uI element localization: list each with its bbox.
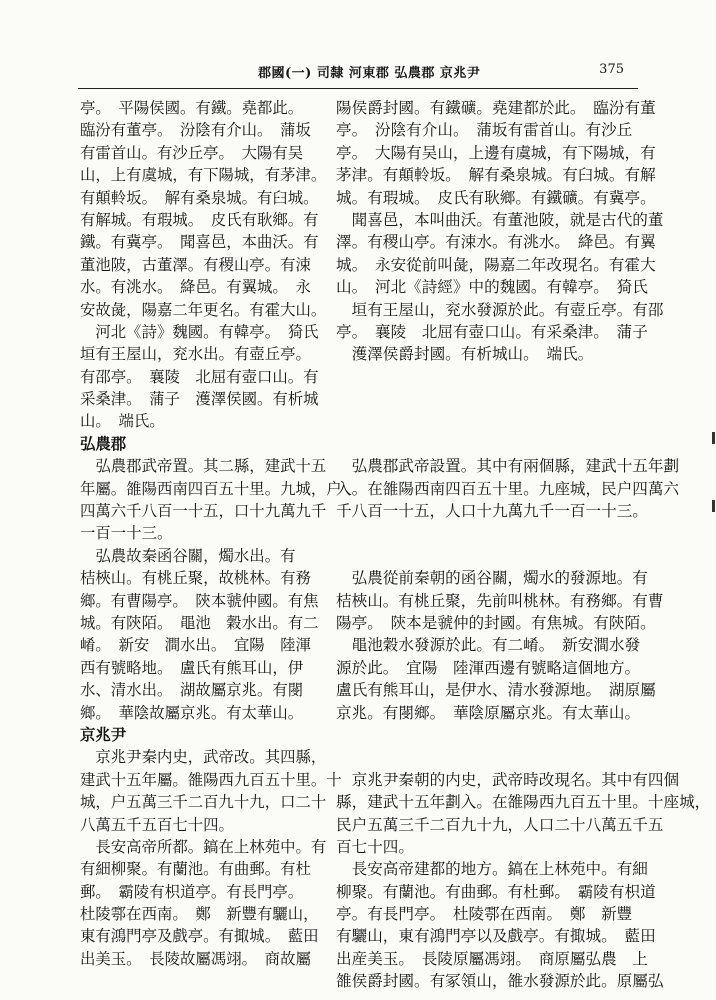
translation-text-line: 盧氏有熊耳山，是伊水、清水發源地。 湖原屬 bbox=[336, 681, 656, 700]
translation-text-line: 澤。有稷山亭。有涑水。有洮水。 絳邑。有翼 bbox=[336, 233, 656, 252]
translation-text-line: 亭。 汾陰有介山。 蒲坂有雷首山。有沙丘 bbox=[336, 121, 633, 140]
translation-text-line: 茅津。有顛軨坂。 解有桑泉城。有臼城。有解 bbox=[336, 166, 656, 185]
original-text-line: 四萬六千八百一十五，口十九萬九千 bbox=[80, 502, 327, 521]
translation-text-line: 聞喜邑，本叫曲沃。有董池陂，就是古代的董 bbox=[336, 210, 664, 229]
original-text-line: 有雷首山。有沙丘亭。 大陽有吴 bbox=[80, 143, 304, 162]
translation-text-line: 亭。有長門亭。 杜陵鄠在西南。 鄭 新豐 bbox=[336, 905, 633, 924]
original-text-line: 一百一十三。 bbox=[80, 524, 173, 543]
page-edge-mark bbox=[712, 500, 715, 512]
original-text-line: 山。 端氏。 bbox=[80, 412, 165, 431]
original-text-line: 西有號略地。 盧氏有熊耳山，伊 bbox=[80, 658, 304, 677]
original-text-line: 城，户五萬三千二百九十九，口二十 bbox=[80, 793, 327, 812]
original-text-line: 年屬。雒陽西南四百五十里。九城，户 bbox=[80, 479, 342, 498]
original-text-line: 山，上有虞城，有下陽城，有茅津。 bbox=[80, 166, 327, 185]
original-text-line: 垣有王屋山，兖水出。有壺丘亭。 bbox=[80, 345, 311, 364]
translation-text-line: 千八百一十五，人口十九萬九千一百一十三。 bbox=[336, 502, 648, 521]
original-text-line: 有顛軨坂。 解有桑泉城。有臼城。 bbox=[80, 188, 319, 207]
original-text-line: 水、清水出。 湖故屬京兆。有閿 bbox=[80, 681, 304, 700]
translation-text-line: 京兆尹秦朝的内史，武帝時改現名。其中有四個 bbox=[336, 770, 680, 789]
original-text-line: 有細柳聚。有蘭池。有曲郵。有杜 bbox=[80, 860, 311, 879]
translation-text-line: 山。 河北《詩經》中的魏國。有韓亭。 猗氏 bbox=[336, 278, 648, 297]
original-text-line: 八萬五千五百七十四。 bbox=[80, 815, 234, 834]
translation-text-line bbox=[336, 522, 640, 544]
original-text-line: 河北《詩》魏國。有韓亭。 猗氏 bbox=[80, 322, 319, 341]
translation-text-line: 桔梜山。有桃丘聚，先前叫桃林。有務鄉。有曹 bbox=[336, 591, 664, 610]
original-text-line: 杜陵鄠在西南。 鄭 新豐有驪山， bbox=[80, 905, 319, 924]
translation-text-line bbox=[336, 724, 640, 746]
translation-text-line: 有驪山，東有鴻門亭以及戲亭。有掫城。 藍田 bbox=[336, 927, 656, 946]
translation-text-line: 陽亭。 陝本是虢仲的封國。有焦城。有陝陌。 bbox=[336, 613, 656, 632]
translation-text-line: 民户五萬三千二百九十九，人口二十八萬五千五 bbox=[336, 815, 664, 834]
header-rule bbox=[78, 88, 638, 89]
translation-text-line: 源於此。 宜陽 陸渾西邊有號略這個地方。 bbox=[336, 658, 641, 677]
translation-text-line: 濩澤侯爵封國。有析城山。 端氏。 bbox=[336, 345, 594, 364]
translation-text-line bbox=[336, 388, 640, 410]
translation-text-line: 京兆。有閿鄉。 華陰原屬京兆。有太華山。 bbox=[336, 703, 641, 722]
translation-text-line bbox=[336, 410, 640, 432]
original-text-column bbox=[80, 97, 342, 970]
page-header bbox=[0, 62, 716, 82]
translation-text-line: 出産美玉。 長陵原屬馮翊。 商原屬弘農 上 bbox=[336, 949, 648, 968]
original-text-line: 有邵亭。 襄陵 北屈有壺口山。有 bbox=[80, 367, 319, 386]
original-text-line: 長安高帝所都。鎬在上林苑中。有 bbox=[80, 837, 327, 856]
translation-text-line: 弘農從前秦朝的函谷關，燭水的發源地。有 bbox=[336, 569, 648, 588]
translation-text-line: 雒侯爵封國。有冢領山，雒水發源於此。原屬弘 bbox=[336, 972, 664, 991]
running-title: 郡國(一) 司隸 河東郡 弘農郡 京兆尹 bbox=[258, 66, 481, 81]
translation-text-line: 長安高帝建都的地方。鎬在上林苑中。有細 bbox=[336, 860, 648, 879]
original-text-line: 安故彘，陽嘉二年更名。有霍大山。 bbox=[80, 300, 327, 319]
original-text-line: 出美玉。 長陵故屬馮翊。 商故屬 bbox=[80, 949, 311, 968]
page-edge-mark bbox=[712, 432, 715, 444]
original-text-line: 弘農郡 bbox=[80, 434, 127, 453]
translation-column bbox=[336, 97, 711, 993]
translation-text-line: 入。在雒陽西南四百五十里。九座城，民户四萬六 bbox=[336, 479, 680, 498]
original-text-line: 崤。 新安 澗水出。 宜陽 陸渾 bbox=[80, 636, 311, 655]
original-text-line: 鐵。有冀亭。 聞喜邑，本曲沃。有 bbox=[80, 233, 319, 252]
translation-text-line bbox=[336, 366, 640, 388]
translation-text-line bbox=[336, 545, 640, 567]
original-text-line: 鄉。 華陰故屬京兆。有太華山。 bbox=[80, 703, 304, 722]
original-text-line: 弘農郡武帝置。其二縣，建武十五 bbox=[80, 457, 327, 476]
original-text-line: 京兆尹 bbox=[80, 725, 127, 744]
translation-text-line: 亭。 大陽有吴山，上邊有虞城，有下陽城，有 bbox=[336, 143, 656, 162]
original-text-line: 城。有陝陌。 黽池 穀水出。有二 bbox=[80, 613, 319, 632]
translation-text-line: 弘農郡武帝設置。其中有兩個縣，建武十五年劃 bbox=[336, 457, 680, 476]
translation-text-line: 百七十四。 bbox=[336, 837, 414, 856]
original-text-line: 有解城。有瑕城。 皮氏有耿鄉。有 bbox=[80, 210, 319, 229]
translation-text-line: 垣有王屋山，兖水發源於此。有壺丘亭。有邵 bbox=[336, 300, 664, 319]
original-text-line: 鄉。有曹陽亭。 陝本虢仲國。有焦 bbox=[80, 591, 319, 610]
original-text-line: 郵。 霸陵有枳道亭。有長門亭。 bbox=[80, 882, 304, 901]
translation-text-line bbox=[336, 433, 640, 455]
original-text-line: 建武十五年屬。雒陽西九百五十里。十 bbox=[80, 770, 342, 789]
translation-text-line: 黽池穀水發源於此。有二崤。 新安澗水發 bbox=[336, 636, 641, 655]
original-text-line: 京兆尹秦内史，武帝改。其四縣， bbox=[80, 748, 327, 767]
original-text-line: 東有鴻門亭及戲亭。有掫城。 藍田 bbox=[80, 927, 319, 946]
translation-text-line: 亭。 襄陵 北屈有壺口山。有采桑津。 蒲子 bbox=[336, 322, 648, 341]
translation-text-line: 城。有瑕城。 皮氏有耿鄉。有鐵礦。有冀亭。 bbox=[336, 188, 656, 207]
original-text-line: 亭。 平陽侯國。有鐵。堯都此。 bbox=[80, 99, 304, 117]
translation-text-line: 城。 永安從前叫彘，陽嘉二年改現名。有霍大 bbox=[336, 255, 656, 274]
original-text-line: 弘農故秦函谷關，燭水出。有 bbox=[80, 546, 296, 565]
original-text-line: 董池陂，古董澤。有稷山亭。有涑 bbox=[80, 255, 311, 274]
original-text-line: 臨汾有董亭。 汾陰有介山。 蒲坂 bbox=[80, 121, 311, 140]
translation-text-line: 陽侯爵封國。有鐵礦。堯建都於此。 臨汾有董 bbox=[336, 99, 656, 117]
translation-text-line: 柳聚。有蘭池。有曲郵。有杜郵。 霸陵有枳道 bbox=[336, 882, 656, 901]
original-text-line: 桔梜山。有桃丘聚，故桃林。有務 bbox=[80, 569, 311, 588]
original-text-line: 采桑津。 蒲子 濩澤侯國。有析城 bbox=[80, 390, 319, 409]
page-number: 375 bbox=[599, 62, 624, 77]
translation-text-line: 縣，建武十五年劃入。在雒陽西九百五十里。十座城， bbox=[336, 793, 711, 812]
original-text-line: 水。有洮水。 絳邑。有翼城。 永 bbox=[80, 278, 311, 297]
translation-text-line bbox=[336, 746, 640, 768]
